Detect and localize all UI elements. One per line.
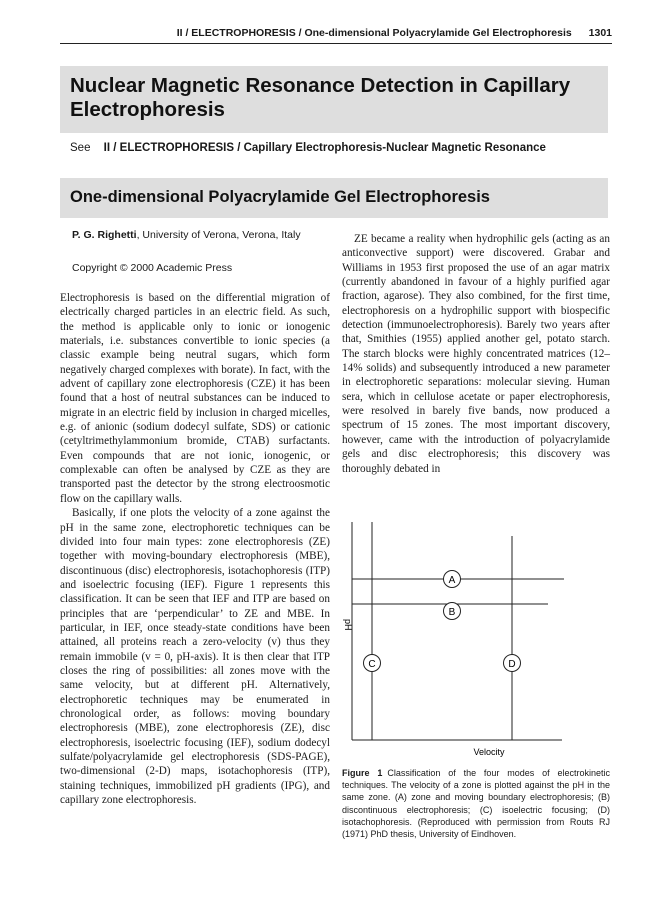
see-also xyxy=(70,142,546,154)
marker-d xyxy=(504,655,521,672)
running-head-text: II / ELECTROPHORESIS / One-dimensional Polyacrylamide Gel Electrophoresis xyxy=(176,27,572,39)
article-title: Nuclear Magnetic Resonance Detection in Capillary Electrophoresis xyxy=(70,74,571,121)
svg-text:A: A xyxy=(448,575,456,586)
marker-b xyxy=(444,603,461,620)
figure-caption xyxy=(342,767,610,840)
x-axis-label: Velocity xyxy=(473,747,505,757)
figure-1-diagram xyxy=(342,522,608,762)
svg-text:C: C xyxy=(368,659,376,670)
section-title-box xyxy=(60,178,608,218)
right-column xyxy=(342,232,610,476)
left-column xyxy=(60,291,330,807)
author-name: P. G. Righetti xyxy=(72,229,137,241)
paragraph: Basically, if one plots the velocity of a zone against the pH in the same zone, electrophoretic techniques can be divided into four main types: zone electrophoresis (ZE) together with moving-boundary electrophoresis (MBE), discontinuous (disc) electrophoresis, isotachophoresis (ITP) and isoelectric focusing (IEF). Figure 1 represents this classification. It can be seen that IEF and ITP are based on principles that are ‘perpendicular’ to ZE and MBE. In particular, in IEF, once steady-state conditions have been attained, all proteins reach a zero-velocity (v) thus they remain immobile (v = 0, pH-axis). It is then clear that ITP closes the ring of possibilities: all zones move with the same velocity, but at different pH. Alternatively, electrophoretic techniques may be enumerated in chronological order, as follows: moving boundary electrophoresis (MBE), zone electrophoresis (ZE), disc electrophoresis, isoelectric focusing (IEF), sodium dodecyl sulfate/polyacrylamide gel electrophoresis (SDS-PAGE), two-dimensional (2-D) maps, isotachophoresis (ITP), staining techniques, immobilized pH gradients (IPG), and capillary zone electrophoresis. xyxy=(60,507,330,807)
copyright: Copyright © 2000 Academic Press xyxy=(72,262,233,274)
author-affiliation: , University of Verona, Verona, Italy xyxy=(136,229,301,241)
paragraph: Electrophoresis is based on the differential migration of electrically charged particles in an electric field. As such, the method is applicable only to ionic or ionogenic materials, i.e. substances convertible to ionic species (a classic example being neutral sugars, which form negatively charged complexes with borate). In fact, with the advent of capillary zone electrophoresis (CZE) it has been found that a host of neutral substances can be induced to migrate in an electric field by inclusion in charged micelles, e.g. of anionic (sodium dodecyl sulfate, SDS) or cationic (cetyltrimethylammonium bromide, CTAB) surfactants. Even compounds that are not ionic, ionogenic, or complexable can often be analysed by CZE as they are transported past the detector by the strong electroosmotic flow on the capillary walls. xyxy=(60,292,330,505)
running-head xyxy=(60,27,612,44)
see-label: See xyxy=(70,142,91,154)
svg-text:B: B xyxy=(448,607,456,618)
see-reference-link[interactable]: II / ELECTROPHORESIS / Capillary Electrophoresis-Nuclear Magnetic Resonance xyxy=(103,142,546,154)
page-number: 1301 xyxy=(588,27,612,39)
caption-label: Figure 1 xyxy=(342,768,383,778)
marker-c xyxy=(364,655,381,672)
marker-a xyxy=(444,571,461,588)
author-block xyxy=(72,228,312,243)
svg-text:D: D xyxy=(508,659,516,670)
section-title: One-dimensional Polyacrylamide Gel Electrophoresis xyxy=(70,188,490,206)
article-title-box xyxy=(60,66,608,133)
caption-text: Classification of the four modes of electrokinetic techniques. The velocity of a zone is plotted against the pH in the same zone. (A) zone and moving boundary electrophoresis; (B) discontinuous electrophoresis; (C) isoelectric focusing; (D) isotachophoresis. (Reproduced with permission from Routs RJ (1971) PhD thesis, University of Eindhoven. xyxy=(342,768,610,840)
y-axis-label: pH xyxy=(343,619,353,631)
paragraph: ZE became a reality when hydrophilic gels (acting as an anticonvective support) were discovered. Grabar and Williams in 1953 first proposed the use of an agar matrix (currently abandoned in favour of a highly purified agar fraction, agarose). They also combined, for the first time, electrophoresis on a hydrophilic support with biospecific detection (immunoelectrophoresis). Barely two years after that, Smithies (1955) applied another gel, potato starch. The starch blocks were highly concentrated matrices (12–14% solids) and subsequently introduced a new parameter in electrophoretic separations: molecular sieving. Human sera, which in cellulose acetate or paper electrophoresis, were resolved in barely five bands, now produced a spectrum of 15 zones. The most important discovery, however, came with the introduction of polyacrylamide gels and disc electrophoresis; this discovery was thoroughly debated in xyxy=(342,233,610,475)
